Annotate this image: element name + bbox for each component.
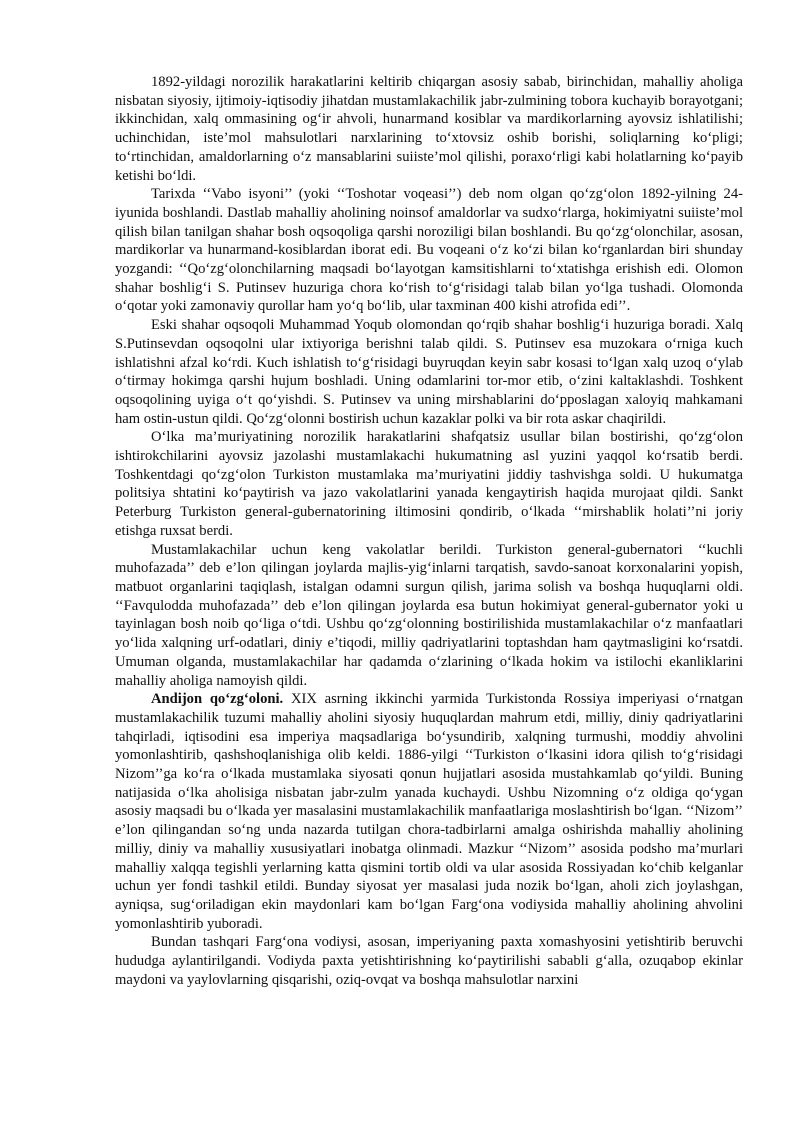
- paragraph-5: [115, 541, 743, 691]
- paragraph-text: Eski shahar oqsoqoli Muhammad Yoqub olomondan qo‘rqib shahar boshlig‘i huzuriga boradi. Xalq S.Putinsevdan oqsoqolni ular ixtiyoriga berishni talab qildi. S. Putinsev esa muzokara o‘rniga kuch ishlatishni afzal ko‘rdi. Kuch ishlatish to‘g‘risidagi buyruqdan keyin sabr kosasi to‘lgan xalq uzoq o‘ylab o‘tirmay hokimga qarshi hujum boshladi. Uning odamlarini tor-mor etib, o‘zini kaltaklashdi. Toshkent oqsoqolining uyiga o‘t qo‘yishdi. S. Putinsev va uning mirshablarini do‘pposlagan xaloyiq mahkamani ham ostin-ustun qildi. Qo‘zg‘olonni bostirish uchun kazaklar polki va bir rota askar chaqirildi.: [115, 317, 743, 427]
- paragraph-text: 1892-yildagi norozilik harakatlarini keltirib chiqargan asosiy sabab, birinchidan, mahalliy aholiga nisbatan siyosiy, ijtimoiy-iqtisodiy jihatdan mustamlakachilik jabr-zulmining tobora kuchayib borayotgani; ikkinchidan, xalq ommasining og‘ir ahvoli, hunarmand kosiblar va mardikorlarning ayovsiz ishlatilishi; uchinchidan, iste’mol mahsulotlari narxlarining to‘xtovsiz oshib borishi, soliqlarning ko‘pligi; to‘rtinchidan, amaldorlarning o‘z mansablarini suiiste’mol qilishi, poraxo‘rligi kabi holatlarning ko‘payib ketishi bo‘ldi.: [115, 74, 743, 184]
- section-heading: Andijon qo‘zg‘oloni.: [151, 691, 284, 708]
- paragraph-text: XIX asrning ikkinchi yarmida Turkistonda Rossiya imperiyasi o‘rnatgan mustamlakachilik tuzumi mahalliy aholini siyosiy huquqlardan mahrum etdi, milliy, diniy qadriyatlarini tahqirladi, iqtisodini esa imperiya maqsadlariga bo‘ysundirib, xalqning turmushi, moddiy ahvolini yomonlashtirib, qashshoqlanishiga olib keldi. 1886-yilgi ‘‘Turkiston o‘lkasini idora qilish to‘g‘risidagi Nizom’’ga ko‘ra o‘lkada mustamlaka siyosati qonun hujjatlari asosida mustahkamlab qo‘yildi. Buning natijasida o‘lka aholisiga nisbatan jabr-zulm yanada kuchaydi. Ushbu Nizomning o‘z oldiga qo‘ygan asosiy maqsadi bu o‘lkada yer masalasini mustamlakachilik manfaatlariga moslashtirish bo‘lgan. ‘‘Nizom’’ e’lon qilingandan so‘ng unda nazarda tutilgan chora-tadbirlarni amalga oshirishda mahalliy aholining milliy, diniy va mahalliy xususiyatlari inobatga olinmadi. Mazkur ‘‘Nizom’’ asosida podsho ma’murlari mahalliy xalqqa tegishli yerlarning katta qismini tortib oldi va ular asosida Rossiyadan ko‘chib kelganlar uchun yer fondi tashkil etildi. Bunday siyosat yer masalasi juda nozik bo‘lgan, aholi zich joylashgan, ayniqsa, sug‘oriladigan ekin maydonlari kam bo‘lgan Farg‘ona vodiysida mahalliy aholining ahvolini yomonlashtirib yuboradi.: [115, 691, 744, 932]
- paragraph-3: [115, 316, 743, 428]
- paragraph-6: [115, 690, 743, 933]
- paragraph-text: O‘lka ma’muriyatining norozilik harakatlarini shafqatsiz usullar bilan bostirishi, qo‘zg‘olon ishtirokchilarini ayovsiz jazolashi mustamlakachi hukumatning asl yuzini yaqqol ko‘rsatib berdi. Toshkentdagi qo‘zg‘olon Turkiston mustamlaka ma’muriyatini jiddiy tashvishga soldi. U hukumatga politsiya shtatini ko‘paytirish va jazo vakolatlarini yanada kengaytirish haqida murojaat qildi. Sankt Peterburg Turkiston general-gubernatorining iltimosini qondirib, o‘lkada ‘‘mirshablik holati’’ni joriy etishga ruxsat berdi.: [115, 429, 743, 539]
- paragraph-text: Tarixda ‘‘Vabo isyoni’’ (yoki ‘‘Toshotar voqeasi’’) deb nom olgan qo‘zg‘olon 1892-yilning 24-iyunida boshlandi. Dastlab mahalliy aholining noinsof amaldorlar va sudxo‘rlarga, hokimiyatni suiiste’mol qilish bilan tanilgan shahar bosh oqsoqoliga qarshi noroziligi bilan boshlandi. Bu qo‘zg‘olonchilar, asosan, mardikorlar va hunarmand-kosiblardan iborat edi. Bu voqeani o‘z ko‘zi bilan ko‘rganlardan biri shunday yozgandi: ‘‘Qo‘zg‘olonchilarning maqsadi bo‘layotgan kamsitishlarni to‘xtatishga erishish edi. Olomon shahar boshlig‘i S. Putinsev huzuriga chora ko‘rish to‘g‘risidagi talab bilan yo‘lga tushadi. Olomonda o‘qotar yoki zamonaviy qurollar ham yo‘q bo‘lib, ular taxminan 400 kishi atrofida edi’’.: [115, 186, 743, 315]
- paragraph-text: Bundan tashqari Farg‘ona vodiysi, asosan, imperiyaning paxta xomashyosini yetishtirib beruvchi hududga aylantirilgandi. Vodiyda paxta yetishtirishning ko‘paytirilishi sababli g‘alla, ozuqabop ekinlar maydoni va yaylovlarning qisqarishi, oziq-ovqat va boshqa mahsulotlar narxini: [115, 934, 743, 988]
- paragraph-text: Mustamlakachilar uchun keng vakolatlar berildi. Turkiston general-gubernatori ‘‘kuchli muhofazada’’ deb e’lon qilingan joylarda majlis-yig‘inlarni tarqatish, savdo-sanoat korxonalarini yopish, matbuot organlarini taqiqlash, istalgan odamni surgun qilish, jarima solish va boshqa huquqlarni oldi. ‘‘Favqulodda muhofazada’’ deb e’lon qilingan joylarda esa butun hokimiyat general-gubernator yoki u tayinlagan bosh noib qo‘liga o‘tdi. Ushbu qo‘zg‘olonning bostirilishida mustamlakachilar o‘z manfaatlari yo‘lida xalqning urf-odatlari, diniy e’tiqodi, milliy qadriyatlarini toptashdan ham qaytmasligini ko‘rsatdi. Umuman olganda, mustamlakachilar har qadamda o‘zlarining o‘lkada hokim va istilochi ekanliklarini mahalliy aholiga namoyish qildi.: [115, 541, 743, 689]
- paragraph-2: [115, 185, 743, 316]
- paragraph-7: [115, 933, 743, 989]
- document-page: [115, 73, 743, 989]
- paragraph-1: [115, 73, 743, 185]
- paragraph-4: [115, 428, 743, 540]
